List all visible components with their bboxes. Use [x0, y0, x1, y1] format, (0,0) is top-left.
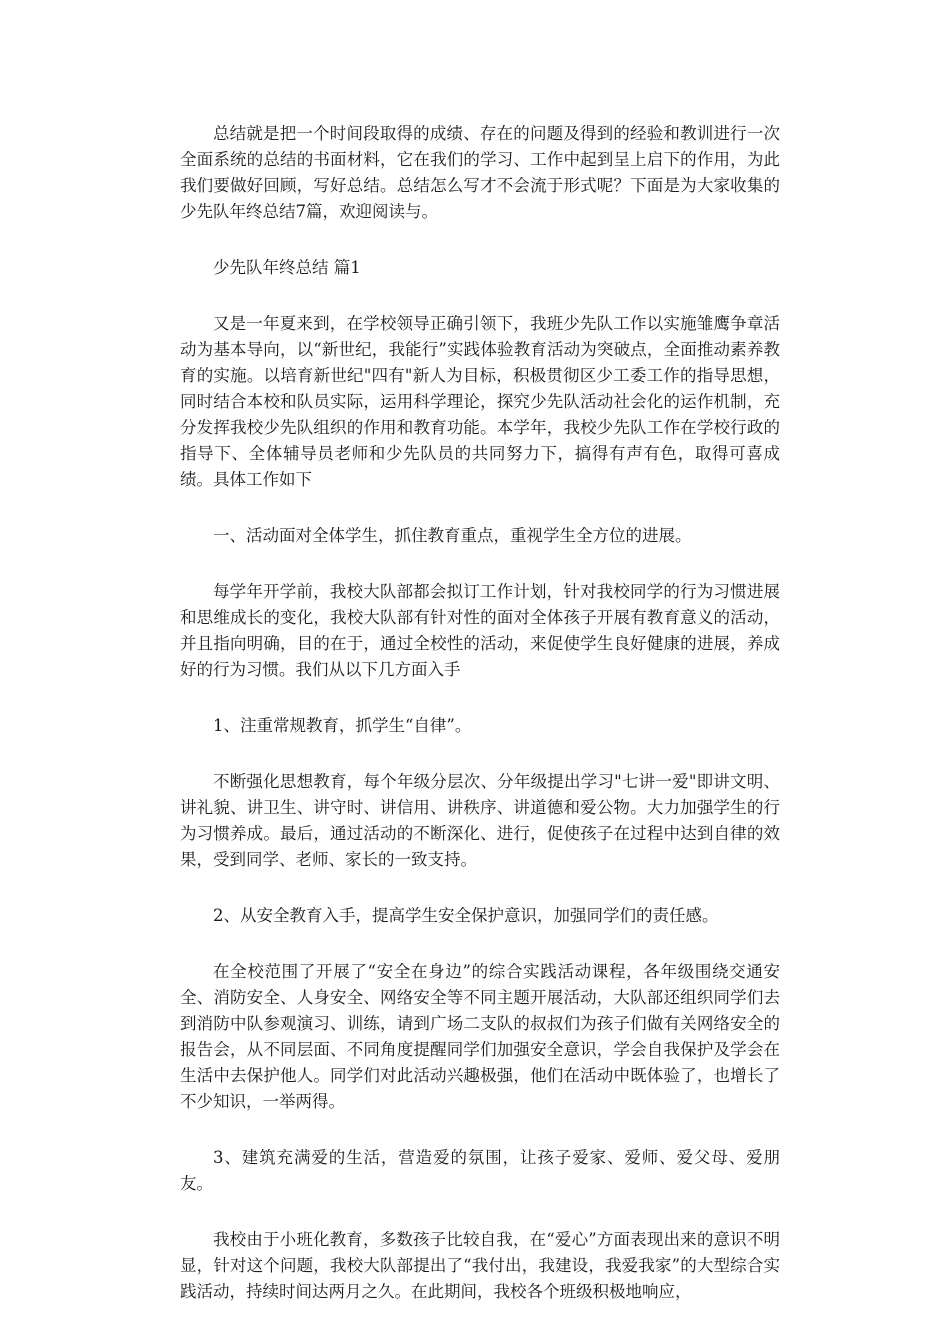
section-title: 少先队年终总结 篇1 — [213, 258, 361, 277]
body-paragraph: 又是一年夏来到，在学校领导正确引领下，我班少先队工作以实施雏鹰争章活动为基本导向，以“新世纪，我能行”实践体验教育活动为突破点，全面推动素养教育的实施。以培育新世纪"四有"新人为目标，积极贯彻区少工委工作的指导思想，同时结合本校和队员实际，运用科学理论，探究少先队活动社会化的运作机制，充分发挥我校少先队组织的作用和教育功能。本学年，我校少先队工作在学校行政的指导下、全体辅导员老师和少先队员的共同努力下，搞得有声有色，取得可喜成绩。具体工作如下 — [180, 314, 780, 489]
body-paragraph: 每学年开学前，我校大队部都会拟订工作计划，针对我校同学的行为习惯进展和思维成长的变化，我校大队部有针对性的面对全体孩子开展有教育意义的活动，并且指向明确，目的在于，通过全校性的活动，来促使学生良好健康的进展，养成好的行为习惯。我们从以下几方面入手 — [180, 582, 780, 679]
intro-paragraph: 总结就是把一个时间段取得的成绩、存在的问题及得到的经验和教训进行一次全面系统的总结的书面材料，它在我们的学习、工作中起到呈上启下的作用，为此我们要做好回顾，写好总结。总结怎么写才不会流于形式呢？下面是为大家收集的少先队年终总结7篇，欢迎阅读与。 — [180, 124, 780, 221]
subheading: 一、活动面对全体学生，抓住教育重点，重视学生全方位的进展。 — [213, 526, 692, 545]
body-paragraph: 不断强化思想教育，每个年级分层次、分年级提出学习"七讲一爱"即讲文明、讲礼貌、讲卫生、讲守时、讲信用、讲秩序、讲道德和爱公物。大力加强学生的行为习惯养成。最后，通过活动的不断深化、进行，促使孩子在过程中达到自律的效果，受到同学、老师、家长的一致支持。 — [180, 772, 780, 869]
subheading: 2、从安全教育入手，提高学生安全保护意识，加强同学们的责任感。 — [213, 906, 719, 925]
subheading: 1、注重常规教育，抓学生“自律”。 — [213, 716, 472, 735]
body-paragraph: 在全校范围了开展了“安全在身边”的综合实践活动课程，各年级围绕交通安全、消防安全、人身安全、网络安全等不同主题开展活动，大队部还组织同学们去到消防中队参观演习、训练，请到广场二支队的叔叔们为孩子们做有关网络安全的报告会，从不同层面、不同角度提醒同学们加强安全意识，学会自我保护及学会在生活中去保护他人。同学们对此活动兴趣极强，他们在活动中既体验了，也增长了不少知识，一举两得。 — [180, 962, 780, 1111]
subheading: 3、建筑充满爱的生活，营造爱的氛围，让孩子爱家、爱师、爱父母、爱朋友。 — [180, 1148, 780, 1193]
body-paragraph: 我校由于小班化教育，多数孩子比较自我，在“爱心”方面表现出来的意识不明显，针对这个问题，我校大队部提出了“我付出，我建设，我爱我家”的大型综合实践活动，持续时间达两月之久。在此期间，我校各个班级积极地响应， — [180, 1230, 780, 1301]
document-body — [180, 121, 780, 1305]
